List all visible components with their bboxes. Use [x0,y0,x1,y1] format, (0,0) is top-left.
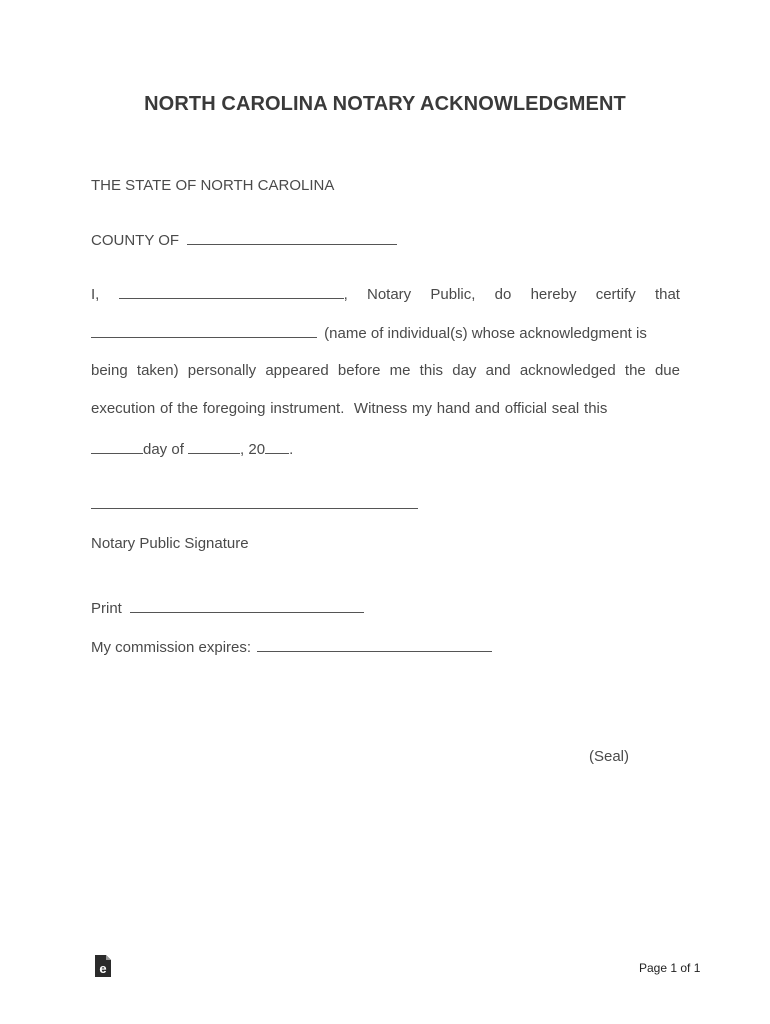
certify-word: certify [595,286,636,303]
eforms-logo-graphic [94,954,112,978]
year-blank[interactable] [265,439,289,454]
commission-line [91,637,492,656]
commission-date-blank[interactable] [257,637,492,652]
date-period: . [289,441,294,458]
county-label: COUNTY OF [91,232,180,249]
county-blank[interactable] [187,230,397,245]
date-line [91,439,293,458]
day-label: day of [143,441,184,458]
state-line: THE STATE OF NORTH CAROLINA [91,177,335,194]
eforms-logo-icon [94,954,112,978]
certify-word: that [654,286,680,303]
day-blank[interactable] [91,439,143,454]
print-label: Print [91,600,122,617]
certify-word: hereby [530,286,577,303]
print-line [91,598,364,617]
county-line [91,230,397,249]
document-title: NORTH CAROLINA NOTARY ACKNOWLEDGMENT [144,93,626,115]
notary-name-group: , [119,284,348,303]
certify-prefix: I, [91,286,100,303]
seal-label: (Seal) [589,748,630,765]
certify-word: Public, [430,286,476,303]
date-comma: , [240,441,245,458]
notary-name-blank[interactable] [119,284,344,299]
signature-line[interactable] [91,508,418,509]
certify-line [91,284,680,303]
certify-word: do [494,286,512,303]
month-blank[interactable] [188,439,240,454]
execution-line: execution of the foregoing instrument. Witness my hand and official seal this [91,400,608,417]
individual-line-text: (name of individual(s) whose acknowledgment is [324,325,647,342]
appeared-line: being taken) personally appeared before me this day and acknowledged the due [91,362,680,379]
page-number: Page 1 of 1 [639,961,701,975]
signature-label: Notary Public Signature [91,535,249,552]
commission-label: My commission expires: [91,639,252,656]
logo-letter: e [99,961,107,976]
individual-line [91,323,647,342]
print-name-blank[interactable] [130,598,364,613]
individual-name-blank[interactable] [91,323,317,338]
year-prefix: 20 [248,441,266,458]
certify-word: Notary [366,286,412,303]
